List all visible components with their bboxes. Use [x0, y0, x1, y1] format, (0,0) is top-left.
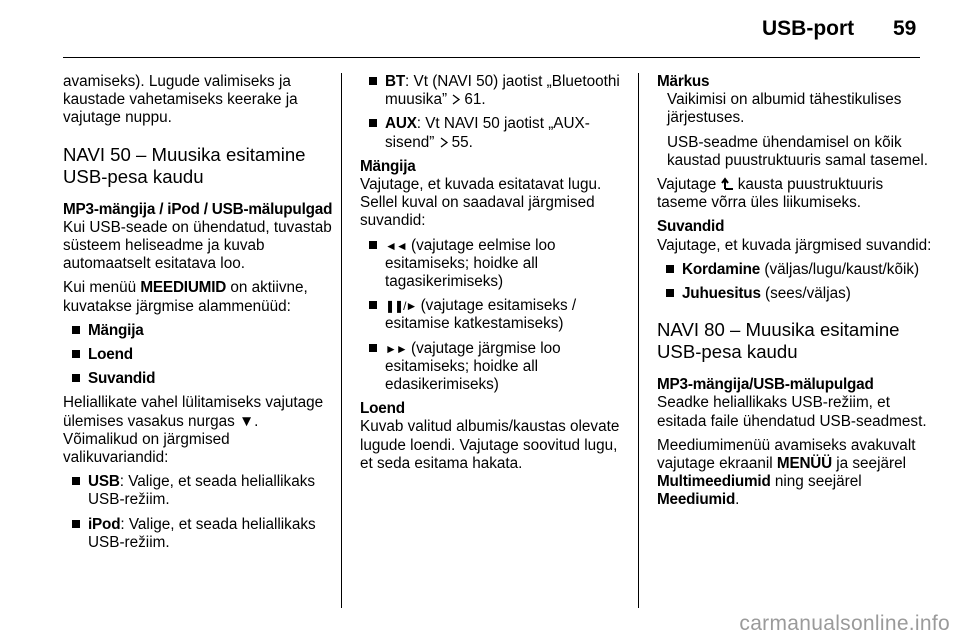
- note-paragraph: USB-seadme ühendamisel on kõik kaustad puustruktuuris samal tasemel.: [667, 133, 929, 169]
- list-item: AUX: Vt NAVI 50 jaotist „AUX-sisend” 55.: [369, 115, 628, 151]
- list-item: Kordamine (väljas/lugu/kaust/kõik): [666, 261, 932, 279]
- list-item: USB: Valige, et seada heliallikaks USB-režiim.: [72, 473, 335, 509]
- section-heading: NAVI 80 – Muusika esitamine USB-pesa kaudu: [657, 319, 900, 363]
- list-item: ◄◄ (vajutage eelmise loo esitamiseks; hoidke all tagasikerimiseks): [369, 237, 628, 292]
- list-item: BT: Vt (NAVI 50) jaotist „Bluetoothi muusika” 61.: [369, 73, 628, 109]
- rewind-icon: ◄◄: [385, 238, 407, 253]
- bullet-icon: [369, 301, 377, 309]
- bullet-icon: [72, 374, 80, 382]
- column-divider: [638, 73, 639, 608]
- note-paragraph: Vaikimisi on albumid tähestikulises järjestuses.: [667, 91, 902, 127]
- page-reference-icon: [451, 94, 461, 105]
- paragraph: Vajutage, et kuvada esitatavat lugu. Sellel kuval on saadaval järgmised suvandid:: [360, 176, 602, 230]
- bullet-icon: [369, 119, 377, 127]
- watermark: carmanualsonline.info: [739, 612, 950, 635]
- list-item: Juhuesitus (sees/väljas): [666, 285, 932, 303]
- list-item: Mängija: [72, 322, 335, 340]
- list-item: iPod: Valige, et seada heliallikaks USB-režiim.: [72, 516, 335, 552]
- page-reference-icon: [439, 137, 449, 148]
- bullet-icon: [666, 265, 674, 273]
- column-left: [63, 73, 335, 558]
- bullet-icon: [72, 520, 80, 528]
- paragraph: Vajutage, et kuvada järgmised suvandid:: [657, 236, 932, 254]
- dropdown-arrow-icon: ▼: [239, 412, 255, 430]
- folder-up-icon: [721, 177, 734, 190]
- paragraph: Heliallikate vahel lülitamiseks vajutage ülemises vasakus nurgas ▼. Võimalikud on järgmised valikuvariandid:: [63, 394, 324, 467]
- bullet-icon: [666, 289, 674, 297]
- bullet-icon: [369, 77, 377, 85]
- bullet-icon: [369, 344, 377, 352]
- column-middle: [360, 73, 628, 479]
- paragraph: Meediumimenüü avamiseks avakuvalt vajutage ekraanil MENÜÜ ja seejärel Multimeediumid ning seejärel Meediumid.: [657, 436, 916, 509]
- list-item: Suvandid: [72, 370, 335, 388]
- section-heading: NAVI 50 – Muusika esitamine USB-pesa kaudu: [63, 143, 306, 187]
- subsection-heading: Mängija: [360, 157, 416, 175]
- bullet-icon: [72, 477, 80, 485]
- list-item: ►► (vajutage järgmise loo esitamiseks; hoidke all edasikerimiseks): [369, 340, 628, 395]
- paragraph: avamiseks). Lugude valimiseks ja kaustade vahetamiseks keerake ja vajutage nuppu.: [63, 73, 298, 127]
- subsection-heading: MP3-mängija / iPod / USB-mälupulgad: [63, 200, 333, 218]
- subsection-heading: Suvandid: [657, 218, 725, 236]
- fast-forward-icon: ►►: [385, 341, 407, 356]
- column-divider: [341, 73, 342, 608]
- bullet-icon: [369, 241, 377, 249]
- subsection-heading: Loend: [360, 400, 405, 418]
- column-right: [657, 73, 932, 516]
- paragraph: Kuvab valitud albumis/kaustas olevate lugude loendi. Vajutage soovitud lugu, et seda esitama hakata.: [360, 418, 620, 472]
- subsection-heading: MP3-mängija/USB-mälupulgad: [657, 376, 874, 394]
- note-heading: Märkus: [657, 73, 710, 90]
- running-header-title: USB-port: [762, 17, 855, 40]
- page-number: 59: [893, 17, 917, 40]
- list-item: Loend: [72, 346, 335, 364]
- menu-name: MEEDIUMID: [140, 279, 227, 297]
- paragraph: Kui USB-seade on ühendatud, tuvastab süsteem heliseadme ja kuvab automaatselt esitatava loo.: [63, 218, 332, 273]
- header-divider: [63, 57, 920, 58]
- paragraph: Vajutage kausta puustruktuuris taseme võrra üles liikumiseks.: [657, 176, 884, 212]
- paragraph: Seadke heliallikaks USB-režiim, et esitada faile ühendatud USB-seadmest.: [657, 394, 927, 430]
- list-item: ❚❚/► (vajutage esitamiseks / esitamise katkestamiseks): [369, 297, 628, 333]
- paragraph: Kui menüü MEEDIUMID on aktiivne, kuvatakse järgmise alammenüüd:: [63, 279, 308, 315]
- bullet-icon: [72, 326, 80, 334]
- play-pause-icon: ❚❚/►: [385, 299, 417, 314]
- bullet-icon: [72, 350, 80, 358]
